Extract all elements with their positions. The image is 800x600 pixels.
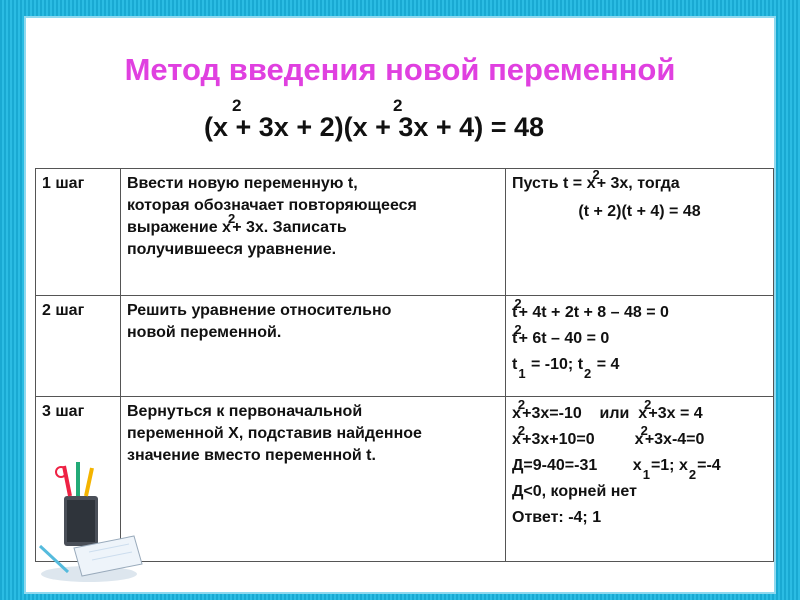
stationery-illustration-icon: [34, 456, 144, 586]
subscript: 1: [642, 467, 650, 482]
equation-part-2: + 3x + 2)(x: [228, 112, 368, 142]
solution-text: =-4: [697, 457, 721, 474]
desc-line: Вернуться к первоначальной: [127, 403, 363, 420]
desc-line: Ввести новую переменную t,: [127, 175, 358, 192]
solution-text: x: [632, 457, 642, 474]
desc-line: переменной X, подставив найденное: [127, 425, 422, 442]
solution-line: Д<0, корней нет: [512, 483, 637, 500]
solution-line: [512, 167, 767, 195]
solution-text: Пусть t = x: [512, 175, 596, 192]
step-description: [121, 397, 506, 562]
solution-text: =1; x: [650, 457, 688, 474]
table-row: [36, 296, 774, 397]
exponent: 2: [514, 296, 522, 311]
solution-text: + 6t – 40 = 0: [518, 330, 610, 347]
step-description: [121, 169, 506, 296]
exponent: 2: [640, 423, 648, 438]
step-name: 2 шаг: [36, 296, 121, 397]
solution-text: Д=9-40=-31: [512, 457, 598, 474]
step-name: 3 шаг: [36, 397, 121, 562]
solution-line: [512, 352, 767, 381]
subscript: 1: [518, 366, 526, 381]
solution-text: x: [594, 431, 644, 448]
subscript: 2: [584, 366, 592, 381]
desc-line: значение вместо переменной t.: [127, 447, 376, 464]
solution-text: t: [512, 304, 518, 321]
step-solution: [506, 397, 774, 562]
desc-line: Решить уравнение относительно: [127, 302, 392, 319]
equation-exponent-1: 2: [232, 96, 242, 115]
solution-text: = 4: [592, 356, 620, 373]
exponent: 2: [592, 167, 600, 182]
equation-exponent-2: 2: [393, 96, 403, 115]
step-name: 1 шаг: [36, 169, 121, 296]
solution-line: [512, 397, 767, 427]
solution-text: x: [512, 405, 521, 422]
desc-line: получившееся уравнение.: [127, 241, 337, 258]
solution-text: x: [512, 431, 521, 448]
equation-part-3: + 3x + 4) = 48: [367, 112, 544, 142]
step-solution: [506, 296, 774, 397]
exponent: 2: [227, 211, 236, 226]
exponent: 2: [517, 423, 526, 438]
solution-text: +3x = 4: [648, 405, 703, 422]
slide: [24, 16, 776, 594]
main-equation: [204, 112, 544, 143]
desc-text: + 3x. Записать: [232, 219, 347, 236]
exponent: 2: [517, 397, 526, 412]
desc-line: [127, 211, 499, 239]
solution-text: t: [512, 356, 518, 373]
table-row: [36, 397, 774, 562]
desc-line: которая обозначает повторяющееся: [127, 197, 417, 214]
solution-text: +3x+10=0: [522, 431, 595, 448]
solution-line: [512, 296, 767, 326]
solution-line: [512, 423, 767, 453]
solution-text: +3x=-10: [522, 405, 582, 422]
solution-text: + 4t + 2t + 8 – 48 = 0: [518, 304, 669, 321]
table-row: [36, 169, 774, 296]
solution-line: [512, 322, 767, 352]
desc-line: новой переменной.: [127, 324, 282, 341]
subscript: 2: [688, 467, 697, 482]
solution-text: = -10; t: [526, 356, 584, 373]
desc-text: выражение x: [127, 219, 231, 236]
solution-text: +3x-4=0: [644, 431, 705, 448]
solution-line: Ответ: -4; 1: [512, 509, 602, 526]
step-description: [121, 296, 506, 397]
solution-line: (t + 2)(t + 4) = 48: [578, 203, 701, 220]
exponent: 2: [644, 397, 652, 412]
steps-table: [35, 168, 774, 562]
solution-line: [512, 453, 767, 482]
exponent: 2: [514, 322, 522, 337]
solution-text: t: [512, 330, 518, 347]
equation-part-1: (x: [204, 112, 229, 142]
slide-title: Метод введения новой переменной: [124, 52, 676, 87]
solution-text: + 3x, тогда: [596, 175, 680, 192]
step-solution: [506, 169, 774, 296]
solution-text: или x: [581, 405, 648, 422]
